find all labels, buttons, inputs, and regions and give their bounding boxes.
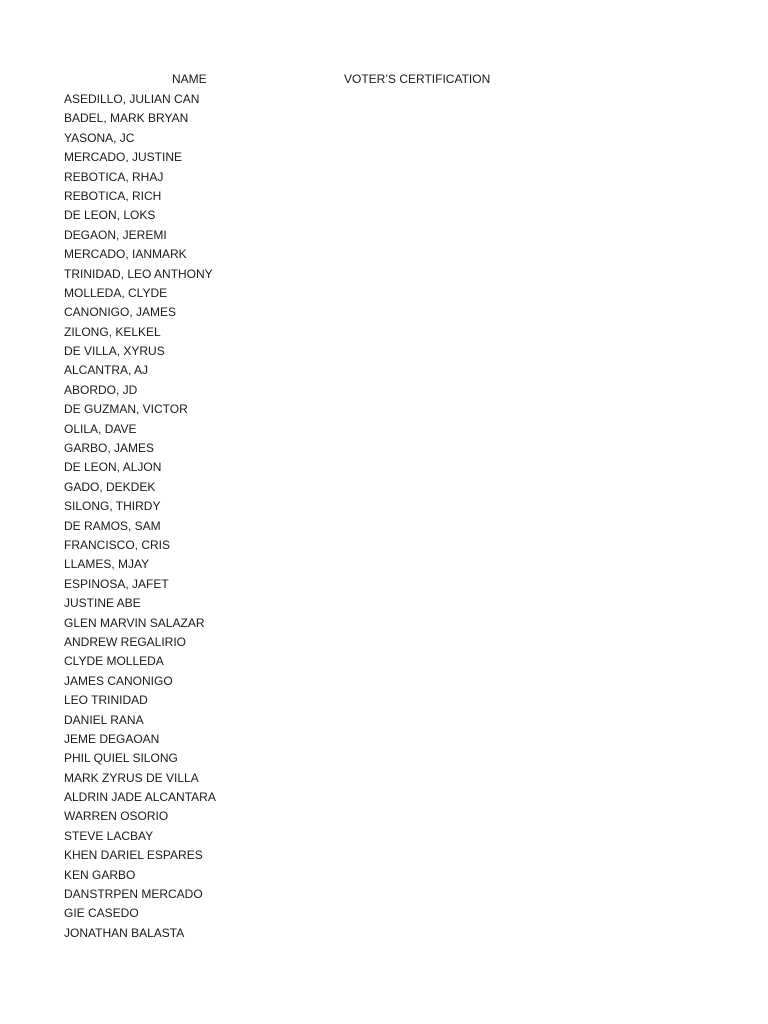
- name-row: ESPINOSA, JAFET: [64, 576, 169, 591]
- name-row: BADEL, MARK BRYAN: [64, 111, 189, 126]
- name-row: FRANCISCO, CRIS: [64, 537, 171, 552]
- name-row: GIE CASEDO: [64, 906, 139, 921]
- name-row: OLILA, DAVE: [64, 421, 137, 436]
- name-row: DEGAON, JEREMI: [64, 227, 167, 242]
- name-row: KHEN DARIEL ESPARES: [64, 848, 203, 863]
- name-row: YASONA, JC: [64, 130, 135, 145]
- name-row: ZILONG, KELKEL: [64, 324, 161, 339]
- name-row: DE GUZMAN, VICTOR: [64, 402, 188, 417]
- name-row: STEVE LACBAY: [64, 828, 154, 843]
- name-row: TRINIDAD, LEO ANTHONY: [64, 266, 213, 281]
- name-column-header: NAME: [172, 72, 207, 86]
- table-header-row: [0, 71, 768, 89]
- name-row: DE RAMOS, SAM: [64, 518, 161, 533]
- name-row: MERCADO, JUSTINE: [64, 150, 183, 165]
- name-row: ABORDO, JD: [64, 382, 138, 397]
- name-row: KEN GARBO: [64, 867, 136, 882]
- name-row: LEO TRINIDAD: [64, 693, 148, 708]
- name-row: GLEN MARVIN SALAZAR: [64, 615, 205, 630]
- name-row: DE LEON, ALJON: [64, 460, 162, 475]
- name-row: GARBO, JAMES: [64, 441, 155, 456]
- name-row: REBOTICA, RHAJ: [64, 169, 164, 184]
- name-row: ALDRIN JADE ALCANTARA: [64, 790, 216, 805]
- name-row: JONATHAN BALASTA: [64, 925, 185, 940]
- name-row: JAMES CANONIGO: [64, 673, 173, 688]
- name-row: PHIL QUIEL SILONG: [64, 751, 178, 766]
- name-row: CLYDE MOLLEDA: [64, 654, 164, 669]
- name-row: CANONIGO, JAMES: [64, 305, 177, 320]
- name-row: SILONG, THIRDY: [64, 499, 161, 514]
- name-list: [64, 91, 216, 944]
- name-row: GADO, DEKDEK: [64, 479, 156, 494]
- name-row: MOLLEDA, CLYDE: [64, 285, 168, 300]
- name-row: JEME DEGAOAN: [64, 731, 160, 746]
- name-row: DE VILLA, XYRUS: [64, 344, 165, 359]
- name-row: ALCANTRA, AJ: [64, 363, 149, 378]
- name-row: DANIEL RANA: [64, 712, 144, 727]
- name-row: ANDREW REGALIRIO: [64, 634, 187, 649]
- name-row: WARREN OSORIO: [64, 809, 169, 824]
- name-row: MARK ZYRUS DE VILLA: [64, 770, 199, 785]
- name-row: JUSTINE ABE: [64, 596, 141, 611]
- name-row: MERCADO, IANMARK: [64, 247, 187, 262]
- name-row: DE LEON, LOKS: [64, 208, 156, 223]
- voters-certification-column-header: VOTER’S CERTIFICATION: [344, 72, 491, 86]
- name-row: REBOTICA, RICH: [64, 188, 162, 203]
- name-row: DANSTRPEN MERCADO: [64, 887, 203, 902]
- name-row: ASEDILLO, JULIAN CAN: [64, 92, 200, 106]
- name-row: LLAMES, MJAY: [64, 557, 150, 572]
